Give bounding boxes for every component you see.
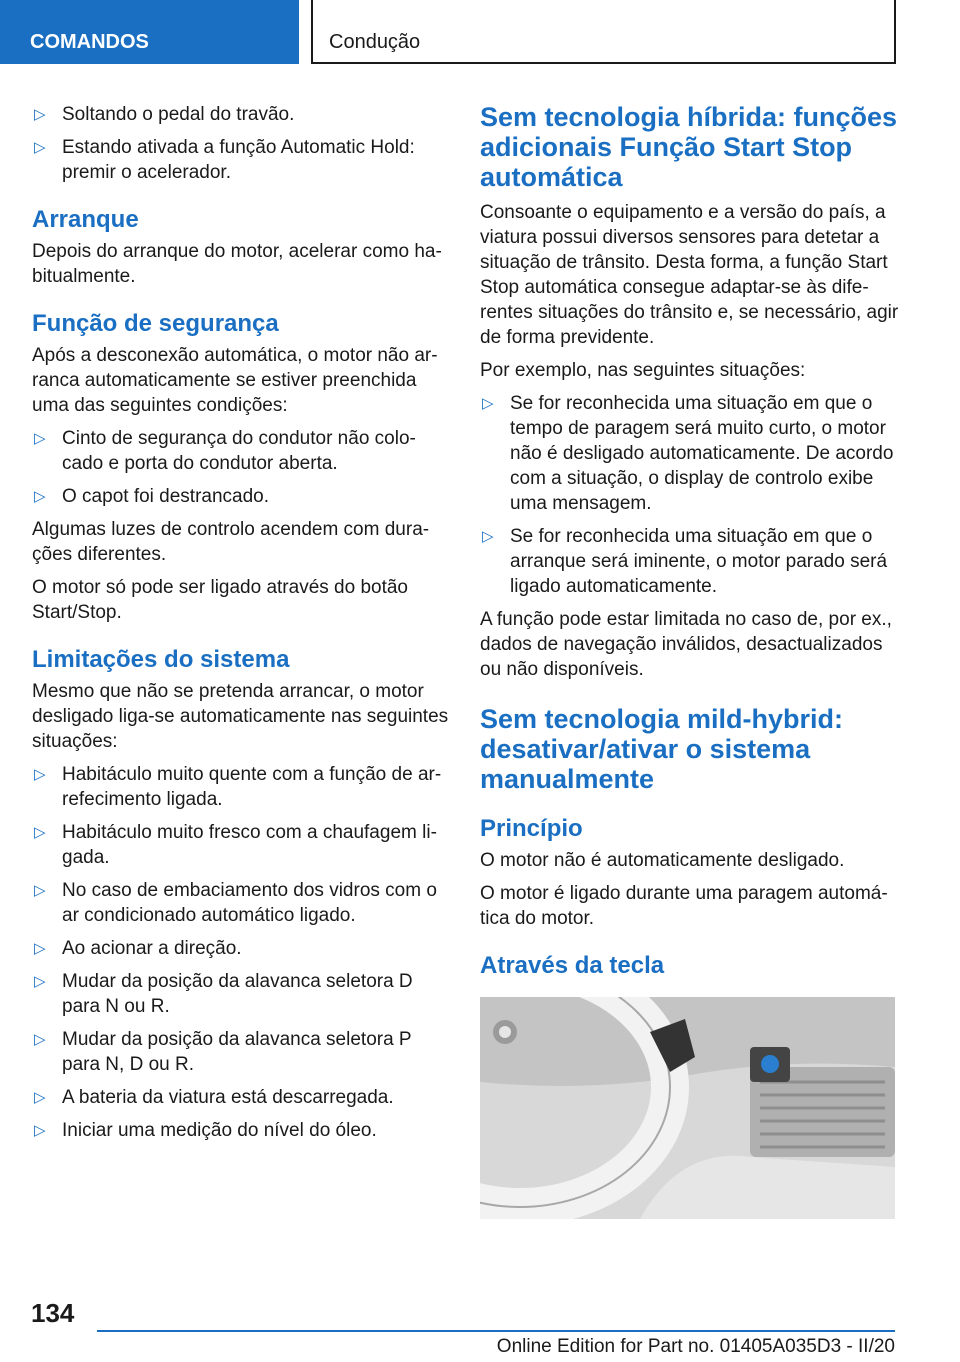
bullet-list [32,762,450,1143]
paragraph: A função pode estar limitada no caso de, por ex., dados de navegação inválidos, desactualizados ou não disponíveis. [480,609,892,680]
list-item: ▷ Soltando o pedal do travão. [34,104,295,125]
bullet-triangle-icon: ▷ [34,940,46,957]
list-item: ▷ Mudar da posição da alavanca seletora P para N, D ou R. [34,1029,412,1075]
bullet-triangle-icon: ▷ [34,882,46,899]
bullet-list [480,391,900,599]
paragraph: O motor é ligado durante uma paragem automática do motor. [480,883,888,929]
right-column [480,102,900,1219]
paragraph: Mesmo que não se pretenda arrancar, o motor desligado liga-se automaticamente nas seguintes situações: [32,681,449,752]
bullet-list [32,102,450,185]
left-column [32,102,450,1151]
footer-divider [97,1330,895,1332]
paragraph: Algumas luzes de controlo acendem com durações diferentes. [32,519,430,565]
bullet-triangle-icon: ▷ [482,395,494,412]
paragraph: Consoante o equipamento e a versão do país, a viatura possui diversos sensores para detetar a situação de trânsito. Desta forma, a função Start Stop automática consegue adaptar-se às diferentes situações do trânsito e, se necessário, agir de forma previdente. [480,202,899,348]
bullet-triangle-icon: ▷ [34,106,46,123]
bullet-triangle-icon: ▷ [34,139,46,156]
list-item: ▷ Habitáculo muito fresco com a chaufagem ligada. [34,822,437,868]
heading-tecla: Através da tecla [480,952,665,979]
bullet-triangle-icon: ▷ [34,766,46,783]
list-item: ▷ Ao acionar a direção. [34,938,242,959]
list-item: ▷ No caso de embaciamento dos vidros com o ar condicionado automático ligado. [34,880,437,926]
steering-wheel-photo [480,997,895,1219]
car-interior-illustration [480,997,895,1219]
heading-arranque: Arranque [32,206,139,233]
chapter-title: Condução [311,0,896,64]
bullet-triangle-icon: ▷ [34,1122,46,1139]
bullet-triangle-icon: ▷ [34,1031,46,1048]
bullet-triangle-icon: ▷ [34,1089,46,1106]
bullet-triangle-icon: ▷ [34,824,46,841]
page-number: 134 [31,1298,75,1328]
heading-seguranca: Função de segurança [32,310,279,337]
bullet-triangle-icon: ▷ [34,488,46,505]
bullet-list [32,426,450,509]
paragraph: Após a desconexão automática, o motor não arranca automaticamente se estiver preenchida uma das seguintes condições: [32,345,438,416]
list-item: ▷ Se for reconhecida uma situação em que o tempo de paragem será muito curto, o motor não é desligado automaticamente. De acordo com a situação, o display de controlo exibe uma mensagem. [482,393,894,514]
bullet-triangle-icon: ▷ [34,430,46,447]
paragraph: Depois do arranque do motor, acelerar como habitualmente. [32,241,442,287]
section-tab: COMANDOS [0,0,299,64]
list-item: ▷ Habitáculo muito quente com a função de arrefecimento ligada. [34,764,442,810]
heading-hibrida: Sem tecnologia híbrida: funções adicionais Função Start Stop automática [480,102,898,192]
list-item: ▷ Se for reconhecida uma situação em que o arranque será iminente, o motor parado será ligado automaticamente. [482,526,888,597]
bullet-triangle-icon: ▷ [34,973,46,990]
list-item: ▷ Estando ativada a função Automatic Hold: premir o acelerador. [34,137,415,183]
paragraph: O motor não é automaticamente desligado. [480,850,845,871]
list-item: ▷ Iniciar uma medição do nível do óleo. [34,1120,377,1141]
list-item: ▷ O capot foi destrancado. [34,486,270,507]
heading-principio: Princípio [480,815,583,842]
footer-edition-text: Online Edition for Part no. 01405A035D3 - II/20 [496,1336,895,1357]
heading-limitacoes: Limitações do sistema [32,646,290,673]
list-item: ▷ Cinto de segurança do condutor não colocado e porta do condutor aberta. [34,428,416,474]
list-item: ▷ A bateria da viatura está descarregada. [34,1087,394,1108]
paragraph: O motor só pode ser ligado através do botão Start/Stop. [32,577,409,623]
bullet-triangle-icon: ▷ [482,528,494,545]
paragraph: Por exemplo, nas seguintes situações: [480,360,806,381]
heading-mild-hybrid: Sem tecnologia mild-hybrid: desativar/ativar o sistema manualmente [480,704,844,794]
list-item: ▷ Mudar da posição da alavanca seletora D para N ou R. [34,971,413,1017]
